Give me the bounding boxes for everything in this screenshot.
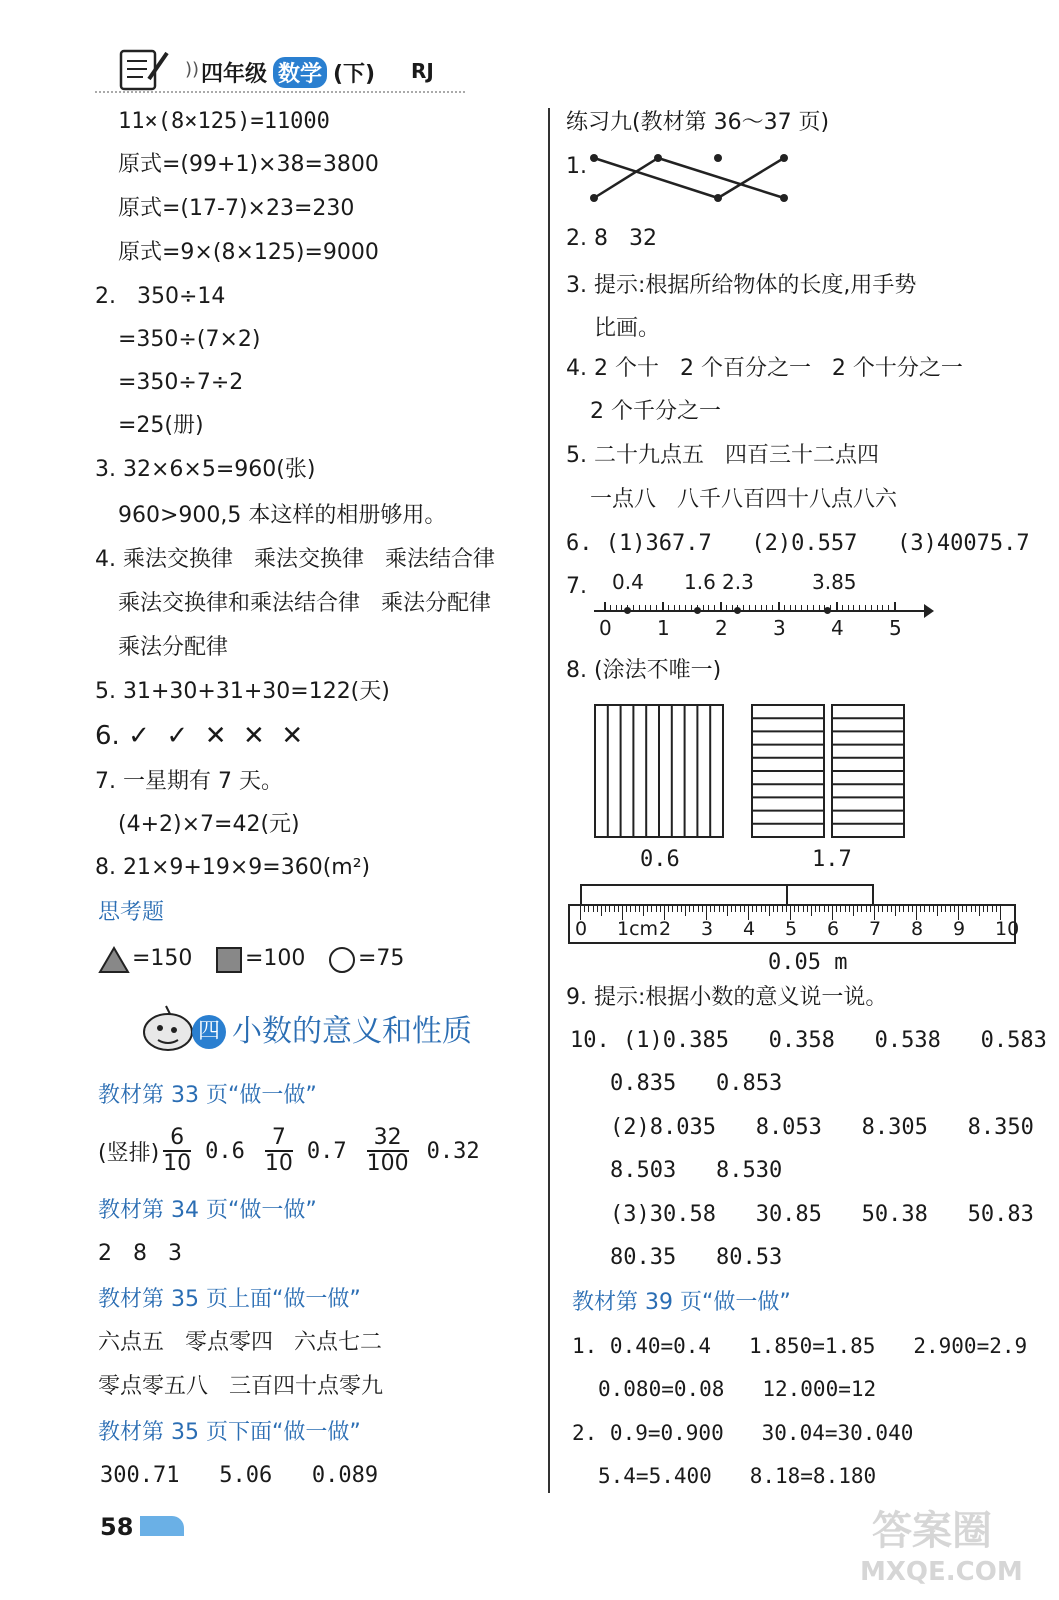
ruler-tick — [618, 906, 619, 912]
ruler-tick — [672, 906, 673, 912]
left-line: =25(册) — [118, 413, 204, 438]
number-line-tick — [761, 605, 762, 610]
s39-line: 1. 0.40=0.4 1.850=1.85 2.900=2.9 — [572, 1334, 1028, 1358]
ruler-tick — [929, 906, 930, 912]
ruler-tick — [584, 906, 585, 912]
ruler-tick — [630, 906, 631, 912]
ruler-tick — [895, 906, 896, 916]
unit-title: 小数的意义和性质 — [232, 1014, 472, 1049]
number-line-tick — [639, 605, 640, 610]
s39-line: 0.080=0.08 12.000=12 — [598, 1377, 877, 1401]
ruler-tick — [626, 906, 627, 912]
header-edition: RJ — [411, 59, 434, 83]
fraction-numerator: 7 — [265, 1126, 293, 1152]
number-line-tick — [645, 605, 646, 610]
think-square-value: =100 — [245, 946, 306, 971]
section-title-35a: 教材第 35 页上面“做一做” — [98, 1287, 361, 1312]
ruler-tick — [731, 906, 732, 912]
decimal-value: 0.32 — [426, 1138, 480, 1164]
number-line-tick — [714, 605, 715, 610]
left-line: 5. 31+30+31+30=122(天) — [95, 679, 390, 704]
left-line: =350÷7÷2 — [118, 370, 244, 395]
ruler-tick — [588, 906, 589, 912]
number-line-tick — [894, 602, 896, 610]
ruler-tick — [861, 906, 862, 912]
left-line: 3. 32×6×5=960(张) — [95, 457, 316, 482]
ruler-tick — [761, 906, 762, 912]
ruler-tick — [941, 906, 942, 912]
q8-caption: 1.7 — [812, 847, 852, 872]
s35b-answer: 300.71 5.06 0.089 — [100, 1463, 379, 1488]
ruler-tick — [798, 906, 799, 912]
decimal-value: 0.7 — [306, 1138, 347, 1164]
number-line-tick — [679, 605, 680, 610]
number-line-tick — [766, 605, 767, 610]
q2-answer: 2. 8 32 — [566, 226, 657, 251]
number-line-tick — [720, 602, 722, 610]
ruler-tick — [849, 906, 850, 912]
ruler-tick — [807, 906, 808, 912]
think-circle-value: =75 — [358, 946, 405, 971]
ruler-tick — [878, 906, 879, 912]
header-rule — [95, 91, 465, 93]
ruler-tick — [912, 906, 913, 912]
number-line-tick-label: 0 — [599, 616, 612, 640]
triangle-icon — [98, 946, 130, 974]
ruler-tick — [933, 906, 934, 912]
ruler-tick — [845, 906, 846, 912]
ruler-tick — [962, 906, 963, 912]
ruler-tick — [824, 906, 825, 912]
number-line-tick — [621, 605, 622, 610]
ruler-tick — [752, 906, 753, 912]
ruler-tick — [685, 906, 686, 916]
number-line-tick — [726, 605, 727, 610]
ruler-tick — [908, 906, 909, 912]
number-line-tick — [801, 605, 802, 610]
ruler-tick — [735, 906, 736, 912]
ruler-tick — [819, 906, 820, 912]
number-line-tick-label: 3 — [773, 616, 786, 640]
number-line-tick — [662, 602, 664, 610]
left-line: 原式=9×(8×125)=9000 — [118, 240, 379, 265]
q10-line: 8.503 8.530 — [610, 1158, 783, 1183]
q4-line: 4. 2 个十 2 个百分之一 2 个十分之一 — [566, 356, 963, 381]
ruler-tick — [887, 906, 888, 912]
number-line-tick — [604, 602, 606, 610]
unit-number-badge: 四 — [192, 1015, 226, 1049]
number-line-tick-label: 2 — [715, 616, 728, 640]
number-line-tick — [871, 605, 872, 610]
ruler-tick — [815, 906, 816, 912]
number-line-point — [824, 607, 831, 614]
watermark-url: MXQE.COM — [860, 1557, 1023, 1587]
number-line-tick — [784, 605, 785, 610]
ruler-tick — [794, 906, 795, 912]
ruler-tick — [950, 906, 951, 912]
header-subject: 数学 — [273, 57, 327, 88]
arrow-right-icon — [924, 604, 934, 618]
column-divider — [548, 108, 550, 1493]
number-line-tick — [859, 605, 860, 610]
number-line-tick — [853, 605, 854, 610]
q10-line: 80.35 80.53 — [610, 1245, 783, 1270]
page-number: 58 — [100, 1513, 134, 1536]
q3-line: 3. 提示:根据所给物体的长度,用手势 — [566, 273, 917, 298]
q4-line: 2 个千分之一 — [590, 399, 721, 424]
q5-line: 5. 二十九点五 四百三十二点四 — [566, 443, 879, 468]
ruler-tick — [924, 906, 925, 912]
ruler-label: 0 — [575, 918, 588, 940]
ruler-tick — [803, 906, 804, 912]
ruler-tick — [765, 906, 766, 912]
number-line-tick — [795, 605, 796, 610]
number-line-axis — [594, 610, 930, 612]
ruler-tick — [639, 906, 640, 912]
q8-shaded-grids — [594, 703, 906, 839]
section-title-35b: 教材第 35 页下面“做一做” — [98, 1420, 361, 1445]
number-line-tick — [674, 605, 675, 610]
ruler-tick — [954, 906, 955, 912]
ruler-tick — [786, 906, 787, 912]
q10-line: (3)30.58 30.85 50.38 50.83 — [610, 1202, 1034, 1227]
q9-answer: 9. 提示:根据小数的意义说一说。 — [566, 985, 888, 1010]
number-line-tick — [743, 605, 744, 610]
ruler-tick — [744, 906, 745, 912]
number-line-tick — [807, 605, 808, 610]
ruler-tick — [647, 906, 648, 912]
ruler-label: 7 — [869, 918, 882, 940]
ruler-tick — [593, 906, 594, 912]
header-term: (下) — [333, 62, 376, 87]
ruler-label: 5 — [785, 918, 798, 940]
ruler-tick — [882, 906, 883, 912]
s34-answer: 2 8 3 — [98, 1241, 182, 1266]
ruler-tick — [971, 906, 972, 912]
s33-prefix: (竖排) — [98, 1140, 160, 1166]
number-line-point — [694, 607, 701, 614]
melon-mascot-icon — [138, 1000, 198, 1055]
header-grade: 四年级 — [201, 62, 268, 87]
section-title-34: 教材第 34 页“做一做” — [98, 1198, 317, 1223]
ruler-tick — [899, 906, 900, 912]
ruler-tick — [693, 906, 694, 912]
ruler-tick — [937, 906, 938, 916]
ruler-tick — [719, 906, 720, 912]
q3-line: 比画。 — [594, 316, 661, 341]
ruler-tick — [702, 906, 703, 912]
ruler-tick — [727, 906, 728, 916]
ruler-tick — [920, 906, 921, 912]
ruler-tick — [828, 906, 829, 912]
decimal-value: 0.6 — [205, 1138, 245, 1164]
left-line: 8. 21×9+19×9=360(m²) — [95, 855, 371, 880]
number-line-tick — [865, 605, 866, 610]
ruler-tick — [614, 906, 615, 912]
number-line-tick-label: 1 — [657, 616, 670, 640]
ruler-tick — [601, 906, 602, 916]
number-line-tick — [708, 605, 709, 610]
fraction-numerator: 6 — [163, 1126, 191, 1152]
q7-label: 7. — [566, 574, 587, 599]
ruler-tick — [651, 906, 652, 912]
ruler-tick — [660, 906, 661, 912]
ruler-tick — [677, 906, 678, 912]
ruler-tick — [903, 906, 904, 912]
ruler-tick — [681, 906, 682, 912]
ruler-tick — [853, 906, 854, 916]
number-line-tick-label: 5 — [889, 616, 902, 640]
left-line: 6. ✓ ✓ ✕ ✕ ✕ — [95, 721, 304, 751]
ruler-tick — [777, 906, 778, 912]
circle-icon — [327, 945, 357, 975]
ruler-tick — [609, 906, 610, 912]
q1-matching-lines — [588, 150, 798, 206]
q8-caption: 0.6 — [640, 847, 680, 872]
ruler-tick — [656, 906, 657, 912]
number-line-tick — [656, 605, 657, 610]
number-line-tick — [749, 605, 750, 610]
ruler-tick — [987, 906, 988, 912]
strip-divider — [786, 884, 788, 906]
left-line: 乘法交换律和乘法结合律 乘法分配律 — [118, 591, 491, 616]
q8-title: 8. (涂法不唯一) — [566, 658, 722, 683]
left-line: 乘法分配律 — [118, 635, 229, 660]
ruler-tick — [723, 906, 724, 912]
page-number-tab — [140, 1516, 184, 1536]
left-line: 7. 一星期有 7 天。 — [95, 769, 283, 794]
watermark-logo: 答案圈 — [872, 1508, 992, 1554]
ruler-tick — [769, 906, 770, 916]
q10-line: 10. (1)0.385 0.358 0.538 0.583 — [570, 1028, 1047, 1053]
ruler-tick — [811, 906, 812, 916]
ruler-tick — [756, 906, 757, 912]
q7-number-line — [590, 568, 940, 642]
ruler-tick — [773, 906, 774, 912]
number-line-tick — [819, 605, 820, 610]
number-line-tick — [778, 602, 780, 610]
ruler-tick — [975, 906, 976, 912]
number-line-tick — [703, 605, 704, 610]
ruler-label: 4 — [743, 918, 756, 940]
section-title-39: 教材第 39 页“做一做” — [572, 1290, 791, 1315]
number-line-tick — [650, 605, 651, 610]
page-header: )) 四年级 数学 (下) RJ — [95, 55, 465, 95]
number-line-tick — [755, 605, 756, 610]
number-line-tick — [842, 605, 843, 610]
square-icon — [215, 946, 243, 974]
ruler-tick — [836, 906, 837, 912]
s35a-line: 零点零五八 三百四十点零九 — [98, 1374, 383, 1399]
ruler-tick — [966, 906, 967, 912]
ruler-tick — [992, 906, 993, 912]
ruler-value: 0.05 m — [768, 950, 848, 975]
left-line: 2. 350÷14 — [95, 284, 226, 309]
number-line-mark-label: 0.4 — [612, 570, 644, 594]
s39-line: 2. 0.9=0.900 30.04=30.040 — [572, 1421, 914, 1445]
number-line-tick — [813, 605, 814, 610]
left-line: =350÷(7×2) — [118, 327, 261, 352]
ex9-title: 练习九(教材第 36～37 页) — [566, 110, 830, 135]
measured-strip — [580, 884, 874, 906]
ruler-tick — [597, 906, 598, 912]
ruler-label: 2 — [659, 918, 672, 940]
left-line: 原式=(99+1)×38=3800 — [118, 152, 379, 177]
number-line-mark-label: 2.3 — [722, 570, 754, 594]
number-line-tick — [732, 605, 733, 610]
left-line: 4. 乘法交换律 乘法交换律 乘法结合律 — [95, 547, 495, 572]
number-line-tick — [685, 605, 686, 610]
ruler-label: 3 — [701, 918, 714, 940]
number-line-mark-label: 3.85 — [812, 570, 857, 594]
left-line: 11×(8×125)=11000 — [118, 109, 330, 134]
fraction-denominator: 100 — [366, 1151, 409, 1176]
s33-answer — [98, 1124, 480, 1178]
ruler-tick — [840, 906, 841, 912]
ruler-tick — [605, 906, 606, 912]
ruler-tick — [857, 906, 858, 912]
left-line: (4+2)×7=42(元) — [118, 812, 300, 837]
ruler-tick — [740, 906, 741, 912]
number-line-tick — [616, 605, 617, 610]
ruler-diagram — [568, 882, 1020, 948]
ruler-tick — [689, 906, 690, 912]
number-line-tick — [888, 605, 889, 610]
ruler-tick — [866, 906, 867, 912]
section-title-33: 教材第 33 页“做一做” — [98, 1083, 317, 1108]
ruler-tick — [710, 906, 711, 912]
fraction-denominator: 10 — [163, 1151, 192, 1176]
ruler-tick — [635, 906, 636, 912]
ruler-tick — [870, 906, 871, 912]
think-triangle-value: =150 — [132, 946, 193, 971]
number-line-tick — [848, 605, 849, 610]
number-line-tick-label: 4 — [831, 616, 844, 640]
number-line-tick — [836, 602, 838, 610]
number-line-tick — [668, 605, 669, 610]
think-title: 思考题 — [98, 900, 165, 925]
number-line-point — [624, 607, 631, 614]
ruler-tick — [643, 906, 644, 916]
number-line-tick — [877, 605, 878, 610]
s39-line: 5.4=5.400 8.18=8.180 — [598, 1464, 877, 1488]
ruler-tick — [668, 906, 669, 912]
ruler-label: 6 — [827, 918, 840, 940]
fraction-denominator: 10 — [264, 1151, 293, 1176]
q5-line: 一点八 八千八百四十八点八六 — [590, 487, 897, 512]
notebook-pen-icon — [109, 45, 171, 95]
ruler-tick — [996, 906, 997, 912]
fraction-numerator: 32 — [367, 1126, 409, 1152]
q1-label: 1. — [566, 154, 587, 179]
left-line: 960>900,5 本这样的相册够用。 — [118, 503, 447, 528]
ruler-tick — [945, 906, 946, 912]
ruler-label: 9 — [953, 918, 966, 940]
number-line-tick — [772, 605, 773, 610]
number-line-tick — [691, 605, 692, 610]
left-line: 原式=(17-7)×23=230 — [118, 196, 355, 221]
ruler-tick — [979, 906, 980, 916]
ruler-label: 1cm — [617, 918, 659, 940]
s35a-line: 六点五 零点零四 六点七二 — [98, 1330, 382, 1355]
number-line-tick — [882, 605, 883, 610]
ruler-tick — [698, 906, 699, 912]
number-line-tick — [610, 605, 611, 610]
ruler-tick — [983, 906, 984, 912]
number-line-mark-label: 1.6 — [684, 570, 716, 594]
q6-answer: 6. (1)367.7 (2)0.557 (3)40075.7 — [566, 531, 1030, 556]
number-line-tick — [790, 605, 791, 610]
ruler-tick — [782, 906, 783, 912]
ruler-label: 8 — [911, 918, 924, 940]
q10-line: 0.835 0.853 — [610, 1071, 783, 1096]
q10-line: (2)8.035 8.053 8.305 8.350 — [610, 1115, 1034, 1140]
number-line-tick — [633, 605, 634, 610]
ruler-tick — [714, 906, 715, 912]
ruler-tick — [891, 906, 892, 912]
ruler-label: 10 — [995, 918, 1020, 940]
number-line-point — [734, 607, 741, 614]
